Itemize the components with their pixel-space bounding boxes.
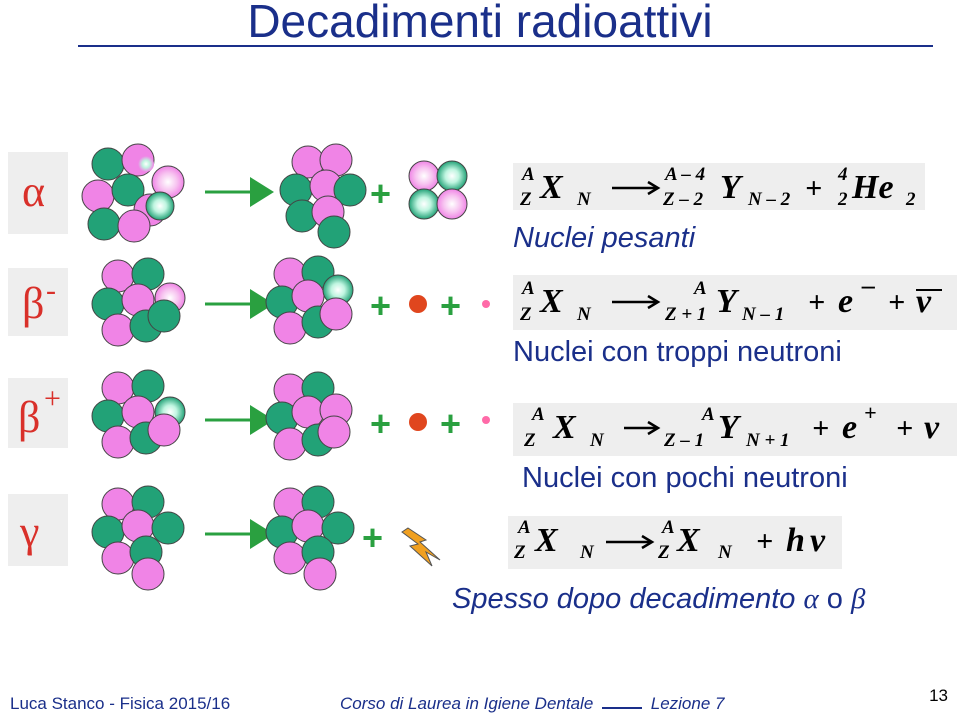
beta-minus-label: β - <box>8 268 68 336</box>
beta-plus-daughter-nucleus <box>266 372 352 460</box>
svg-text:Z – 2: Z – 2 <box>663 189 704 210</box>
svg-text:+: + <box>896 412 914 445</box>
alpha-parent-nucleus <box>82 144 184 242</box>
svg-text:N: N <box>718 542 732 563</box>
note-beta-minus: Nuclei con troppi neutroni <box>513 336 842 368</box>
svg-text:N – 1: N – 1 <box>742 304 785 325</box>
svg-text:A – 4: A – 4 <box>665 164 706 185</box>
svg-text:–: – <box>862 271 875 300</box>
svg-text:+: + <box>805 172 823 205</box>
spesso-note: Spesso dopo decadimento α o β <box>452 583 866 615</box>
note-alpha: Nuclei pesanti <box>513 222 696 254</box>
svg-text:+: + <box>756 525 774 558</box>
svg-text:2: 2 <box>906 189 916 210</box>
svg-text:e: e <box>842 409 858 446</box>
svg-text:Z: Z <box>524 430 536 451</box>
svg-text:A: A <box>522 164 535 185</box>
svg-text:+: + <box>808 286 826 319</box>
svg-text:Z: Z <box>514 542 526 563</box>
svg-text:Z: Z <box>520 189 532 210</box>
antineutrino-dot <box>482 300 490 308</box>
svg-text:A: A <box>532 404 545 425</box>
svg-text:X: X <box>677 522 700 559</box>
helium-nucleus <box>409 161 467 219</box>
plus-gamma: + <box>362 517 384 558</box>
plus-beta-minus-2: + <box>440 285 462 326</box>
svg-text:2: 2 <box>838 189 848 210</box>
svg-text:A: A <box>662 517 675 538</box>
svg-text:e: e <box>838 283 854 320</box>
svg-text:N: N <box>577 189 591 210</box>
neutrino-dot <box>482 416 490 424</box>
svg-text:Z: Z <box>658 542 670 563</box>
plus-beta-plus-2: + <box>440 403 462 444</box>
svg-text:ν: ν <box>924 409 940 446</box>
plus-beta-plus-1: + <box>370 403 392 444</box>
svg-text:X: X <box>553 409 576 446</box>
svg-text:Z + 1: Z + 1 <box>665 304 707 325</box>
beta-plus-parent-nucleus <box>92 370 185 458</box>
gamma-label: γ <box>8 494 68 566</box>
positron-dot <box>409 413 427 431</box>
svg-text:A: A <box>518 517 531 538</box>
svg-text:ν: ν <box>810 522 826 559</box>
page-number: 13 <box>929 686 948 705</box>
svg-text:X: X <box>540 283 563 320</box>
svg-text:A: A <box>694 278 707 299</box>
footer-author: Luca Stanco - Fisica 2015/16 <box>10 694 231 713</box>
svg-text:+: + <box>812 412 830 445</box>
beta-minus-parent-nucleus <box>92 258 185 346</box>
footer-course: Corso di Laurea in Igiene Dentale Lezione 7 <box>340 694 725 713</box>
svg-text:N: N <box>580 542 594 563</box>
svg-text:A: A <box>702 404 715 425</box>
svg-text:h: h <box>786 522 805 559</box>
alpha-daughter-nucleus <box>280 144 366 248</box>
lightning-icon <box>402 528 440 566</box>
plus-beta-minus-1: + <box>370 285 392 326</box>
electron-dot <box>409 295 427 313</box>
svg-text:A: A <box>522 278 535 299</box>
svg-text:X: X <box>540 169 563 206</box>
gamma-daughter-nucleus <box>266 486 354 590</box>
svg-text:+: + <box>888 286 906 319</box>
svg-text:Y: Y <box>716 283 737 320</box>
svg-text:N + 1: N + 1 <box>746 430 790 451</box>
svg-text:He: He <box>852 169 894 206</box>
plus-alpha: + <box>370 173 392 214</box>
svg-text:4: 4 <box>838 164 848 185</box>
note-beta-plus: Nuclei con pochi neutroni <box>522 462 848 494</box>
svg-text:Y: Y <box>720 169 741 206</box>
svg-text:N – 2: N – 2 <box>748 189 791 210</box>
svg-text:Z – 1: Z – 1 <box>664 430 705 451</box>
svg-text:N: N <box>590 430 604 451</box>
svg-text:N: N <box>577 304 591 325</box>
gamma-parent-nucleus <box>92 486 184 590</box>
beta-plus-label: β + <box>8 378 68 448</box>
alpha-label: α <box>8 152 68 234</box>
svg-text:Z: Z <box>520 304 532 325</box>
svg-text:ν: ν <box>916 283 932 320</box>
svg-text:Y: Y <box>718 409 739 446</box>
svg-text:X: X <box>535 522 558 559</box>
svg-text:+: + <box>864 400 877 425</box>
beta-minus-daughter-nucleus <box>266 256 353 344</box>
page-title: Decadimenti radioattivi <box>247 0 713 47</box>
